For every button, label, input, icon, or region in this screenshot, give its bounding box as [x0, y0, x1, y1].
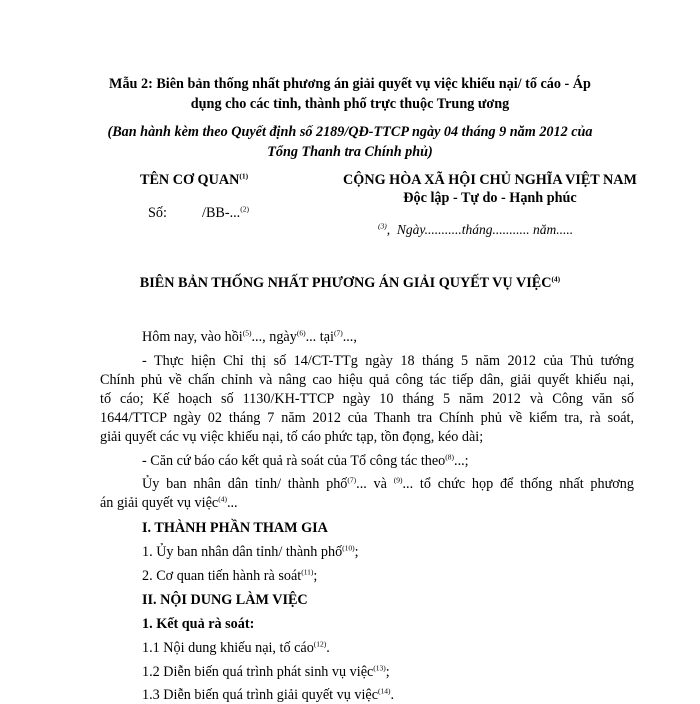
- form-subtitle-text-2: Tổng Thanh tra Chính phủ): [267, 144, 433, 160]
- date-line: [378, 222, 573, 238]
- section-1-heading-text: I. THÀNH PHẦN THAM GIA: [142, 520, 328, 536]
- report-basis-end: ...;: [454, 453, 469, 469]
- agency-name-text: TÊN CƠ QUAN: [140, 172, 240, 188]
- form-subtitle-line1: [60, 124, 640, 141]
- section-2-heading-text: II. NỘI DUNG LÀM VIỆC: [142, 592, 308, 608]
- basis-paragraph-line1: [142, 353, 634, 370]
- footnote-6: (6): [296, 328, 306, 338]
- form-subtitle-text-1: (Ban hành kèm theo Quyết định số 2189/QĐ-TTCP ngày 04 tháng 9 năm 2012 của: [107, 124, 593, 140]
- nation-name-text: CỘNG HÒA XÃ HỘI CHỦ NGHĨA VIỆT NAM: [343, 172, 637, 188]
- section-2-item-1-1: [142, 640, 330, 657]
- basis-text-3: tố cáo; Kế hoạch số 1130/KH-TTCP ngày 10 tháng 5 năm 2012 và Công văn số: [100, 391, 634, 407]
- national-motto-text: Độc lập - Tự do - Hạnh phúc: [403, 190, 577, 206]
- section-2-item-1-2-end: ;: [385, 664, 390, 680]
- meeting-paragraph-line1: [142, 476, 634, 493]
- footnote-9: (9): [393, 475, 403, 485]
- meeting-text-5: ...: [226, 495, 238, 511]
- meeting-text-3: ... tổ chức họp để thống nhất phương: [402, 476, 634, 492]
- footnote-12: (12): [313, 639, 327, 649]
- basis-paragraph-line3: [100, 391, 634, 408]
- document-title: [60, 275, 640, 292]
- footnote-11: (11): [301, 567, 314, 577]
- meeting-text-1: Ủy ban nhân dân tỉnh/ thành phố: [142, 476, 348, 492]
- meeting-text-4: án giải quyết vụ việc: [100, 495, 219, 511]
- section-1-item-2-text: 2. Cơ quan tiến hành rà soát: [142, 568, 302, 584]
- section-1-heading: [142, 520, 328, 537]
- document-title-text: BIÊN BẢN THỐNG NHẤT PHƯƠNG ÁN GIẢI QUYẾT VỤ VIỆC: [139, 275, 552, 291]
- section-2-item-1-1-text: 1.1 Nội dung khiếu nại, tố cáo: [142, 640, 314, 656]
- form-title-text-2: dụng cho các tỉnh, thành phố trực thuộc Trung ương: [190, 96, 510, 112]
- opening-text-3: ... tại: [305, 329, 334, 345]
- section-1-item-2-end: ;: [313, 568, 318, 584]
- opening-paragraph: [142, 329, 357, 346]
- section-2-sub-1: [142, 616, 254, 633]
- basis-text-2: Chính phủ về chấn chỉnh và nâng cao hiệu quả công tác tiếp dân, giải quyết khiếu nại,: [100, 372, 634, 388]
- section-2-heading: [142, 592, 308, 609]
- section-1-item-1-end: ;: [354, 544, 359, 560]
- report-basis-paragraph: [142, 453, 469, 470]
- national-motto: [330, 190, 650, 207]
- footnote-4b: (4): [218, 494, 227, 504]
- nation-name: [330, 172, 650, 189]
- footnote-10: (10): [342, 543, 355, 553]
- meeting-paragraph-line2: [100, 495, 238, 512]
- section-2-item-1-1-end: .: [326, 640, 330, 656]
- form-subtitle-line2: [60, 144, 640, 161]
- meeting-text-2: ... và: [356, 476, 387, 492]
- basis-text-5: giải quyết các vụ việc khiếu nại, tố cáo phức tạp, tồn đọng, kéo dài;: [100, 429, 484, 445]
- basis-paragraph-line5: [100, 429, 483, 446]
- form-title-line2: [60, 96, 640, 113]
- section-1-item-1-text: 1. Ủy ban nhân dân tỉnh/ thành phố: [142, 544, 343, 560]
- footnote-8: (8): [445, 452, 455, 462]
- document-number-value: [202, 205, 249, 222]
- basis-text-1: - Thực hiện Chỉ thị số 14/CT-TTg ngày 18 tháng 5 năm 2012 của Thủ tướng: [142, 353, 634, 369]
- footnote-7b: (7): [347, 475, 357, 485]
- report-basis-text: - Căn cứ báo cáo kết quả rà soát của Tổ công tác theo: [142, 453, 446, 469]
- document-number-label: [148, 205, 167, 222]
- section-2-item-1-2: [142, 664, 390, 681]
- footnote-14: (14): [378, 686, 391, 696]
- date-line-text: , Ngày...........tháng........... năm.....: [386, 222, 574, 237]
- section-2-sub-1-text: 1. Kết quả rà soát:: [142, 616, 255, 632]
- form-title-line1: [60, 76, 640, 93]
- section-2-item-1-2-text: 1.2 Diễn biến quá trình phát sinh vụ việc: [142, 664, 374, 680]
- number-value-text: /BB-...: [202, 205, 241, 221]
- basis-text-4: 1644/TTCP ngày 02 tháng 7 năm 2012 của Thanh tra Chính phủ về kiểm tra, rà soát,: [100, 410, 634, 426]
- agency-name: [140, 172, 248, 189]
- footnote-5: (5): [242, 328, 252, 338]
- opening-text-2: ..., ngày: [251, 329, 297, 345]
- section-2-item-1-3: [142, 687, 394, 704]
- form-title-text-1: Mẫu 2: Biên bản thống nhất phương án giải quyết vụ việc khiếu nại/ tố cáo - Áp: [109, 76, 591, 92]
- section-2-item-1-3-end: .: [390, 687, 395, 703]
- basis-paragraph-line4: [100, 410, 634, 427]
- footnote-7: (7): [333, 328, 343, 338]
- number-footnote: (2): [240, 204, 249, 214]
- section-1-item-1: [142, 544, 359, 561]
- opening-text-1: Hôm nay, vào hồi: [142, 329, 243, 345]
- date-footnote: (3): [378, 221, 387, 231]
- opening-text-4: ...,: [342, 329, 357, 345]
- number-label-text: Số:: [148, 205, 167, 221]
- section-2-item-1-3-text: 1.3 Diễn biến quá trình giải quyết vụ việc: [142, 687, 379, 703]
- document-title-footnote: (4): [551, 274, 561, 284]
- basis-paragraph-line2: [100, 372, 634, 389]
- agency-footnote: (1): [239, 171, 249, 181]
- section-1-item-2: [142, 568, 317, 585]
- footnote-13: (13): [373, 663, 386, 673]
